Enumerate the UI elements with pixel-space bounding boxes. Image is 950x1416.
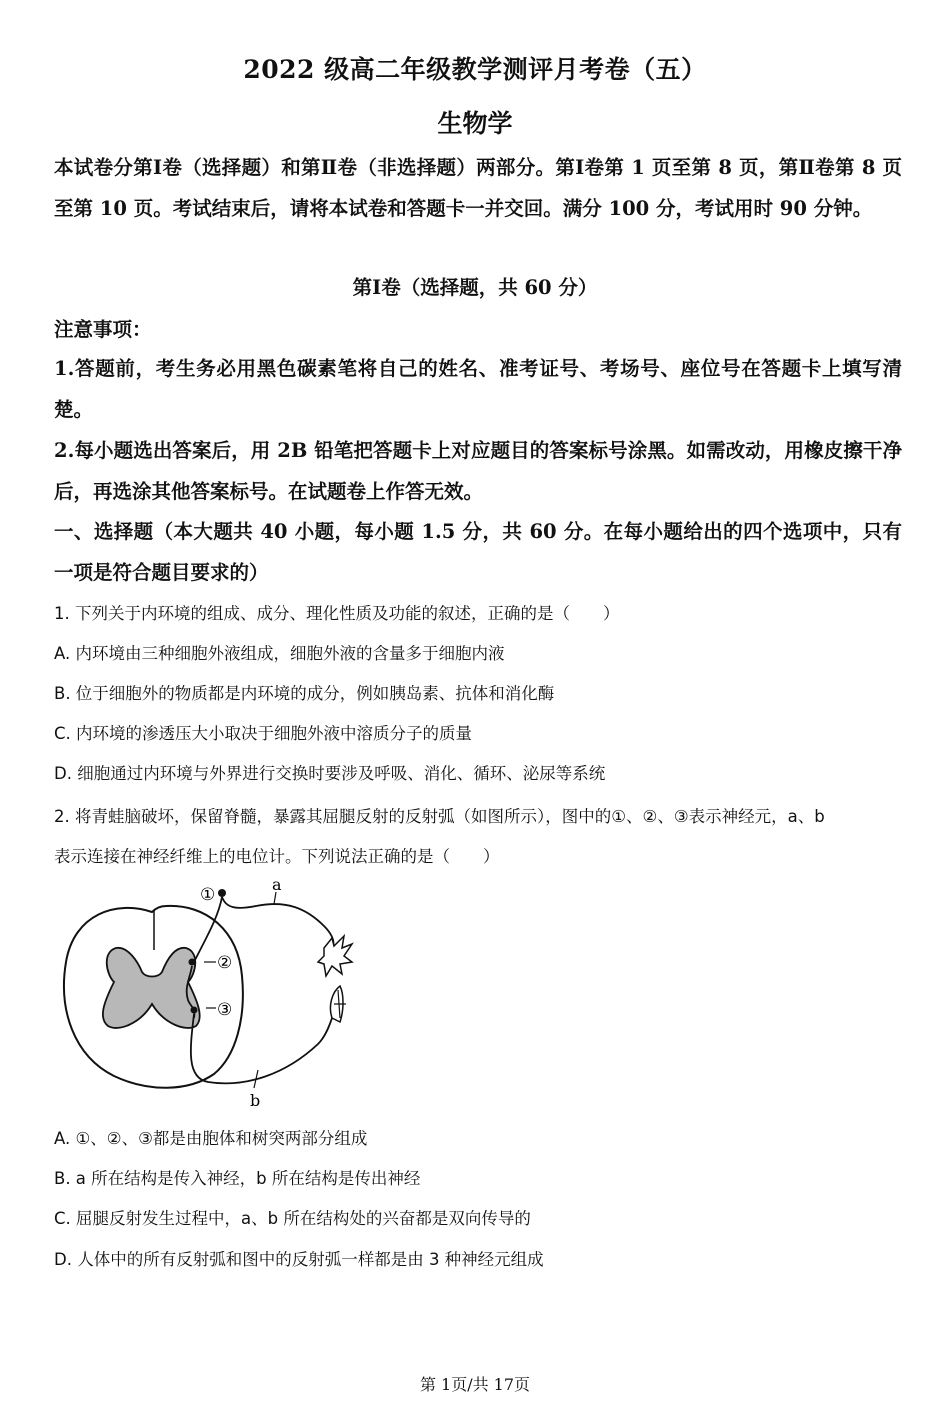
label-a: a — [272, 878, 282, 894]
question-2-option-a: A. ①、②、③都是由胞体和树突两部分组成 — [54, 1129, 368, 1148]
question-2-option-b: B. a 所在结构是传入神经，b 所在结构是传出神经 — [54, 1169, 421, 1188]
question-2-stem-line1: 2. 将青蛙脑破坏，保留脊髓，暴露其屈腿反射的反射弧（如图所示），图中的①、②、③表示神经元，a、b — [54, 807, 825, 826]
subject-title: 生物学 — [437, 109, 513, 138]
question-1-option-c: C. 内环境的渗透压大小取决于细胞外液中溶质分子的质量 — [54, 724, 473, 743]
question-1-option-a: A. 内环境由三种细胞外液组成，细胞外液的含量多于细胞内液 — [54, 644, 505, 663]
label-neuron-2: ② — [217, 953, 233, 973]
notes-heading: 注意事项： — [54, 318, 152, 341]
page-footer: 第 1页/共 17页 — [419, 1375, 531, 1394]
label-neuron-1: ① — [200, 885, 216, 905]
question-2-stem-line2: 表示连接在神经纤维上的电位计。下列说法正确的是（ ） — [54, 847, 500, 866]
question-2-option-c: C. 屈腿反射发生过程中，a、b 所在结构处的兴奋都是双向传导的 — [54, 1209, 531, 1228]
label-b: b — [250, 1091, 261, 1110]
question-1-option-b: B. 位于细胞外的物质都是内环境的成分，例如胰岛素、抗体和消化酶 — [54, 684, 555, 703]
question-1-stem: 1. 下列关于内环境的组成、成分、理化性质及功能的叙述，正确的是（ ） — [54, 604, 620, 623]
question-1-option-d: D. 细胞通过内环境与外界进行交换时要涉及呼吸、消化、循环、泌尿等系统 — [54, 764, 606, 783]
section1-heading: 一、选择题（本大题共 40 小题，每小题 1.5 分，共 60 分。在每小题给出的四个选项中，只有一项是符合题目要求的） — [54, 520, 902, 584]
neuron-2-cell-body — [189, 959, 196, 966]
neuron-3-cell-body — [191, 1007, 198, 1014]
receptor-icon — [318, 936, 352, 976]
intro-paragraph: 本试卷分第Ⅰ卷（选择题）和第Ⅱ卷（非选择题）两部分。第Ⅰ卷第 1 页至第 8 页，第Ⅱ卷第 8 页至第 10 页。考试结束后，请将本试卷和答题卡一并交回。满分 100 分，考试用时 90 分钟。 — [54, 156, 902, 220]
reflex-arc-figure — [56, 878, 366, 1113]
question-2-option-d: D. 人体中的所有反射弧和图中的反射弧一样都是由 3 种神经元组成 — [54, 1250, 544, 1269]
exam-title: 2022 级高二年级教学测评月考卷（五） — [243, 55, 707, 84]
label-neuron-3: ③ — [217, 1000, 233, 1020]
part1-title: 第Ⅰ卷（选择题，共 60 分） — [352, 276, 598, 299]
note-item-2: 2.每小题选出答案后，用 2B 铅笔把答题卡上对应题目的答案标号涂黑。如需改动，用橡皮擦干净后，再选涂其他答案标号。在试题卷上作答无效。 — [54, 439, 902, 503]
afferent-fiber-a — [222, 897, 334, 950]
note-item-1: 1.答题前，考生务必用黑色碳素笔将自己的姓名、准考证号、考场号、座位号在答题卡上填写清楚。 — [54, 357, 902, 421]
neuron-1-cell-body — [218, 889, 226, 897]
